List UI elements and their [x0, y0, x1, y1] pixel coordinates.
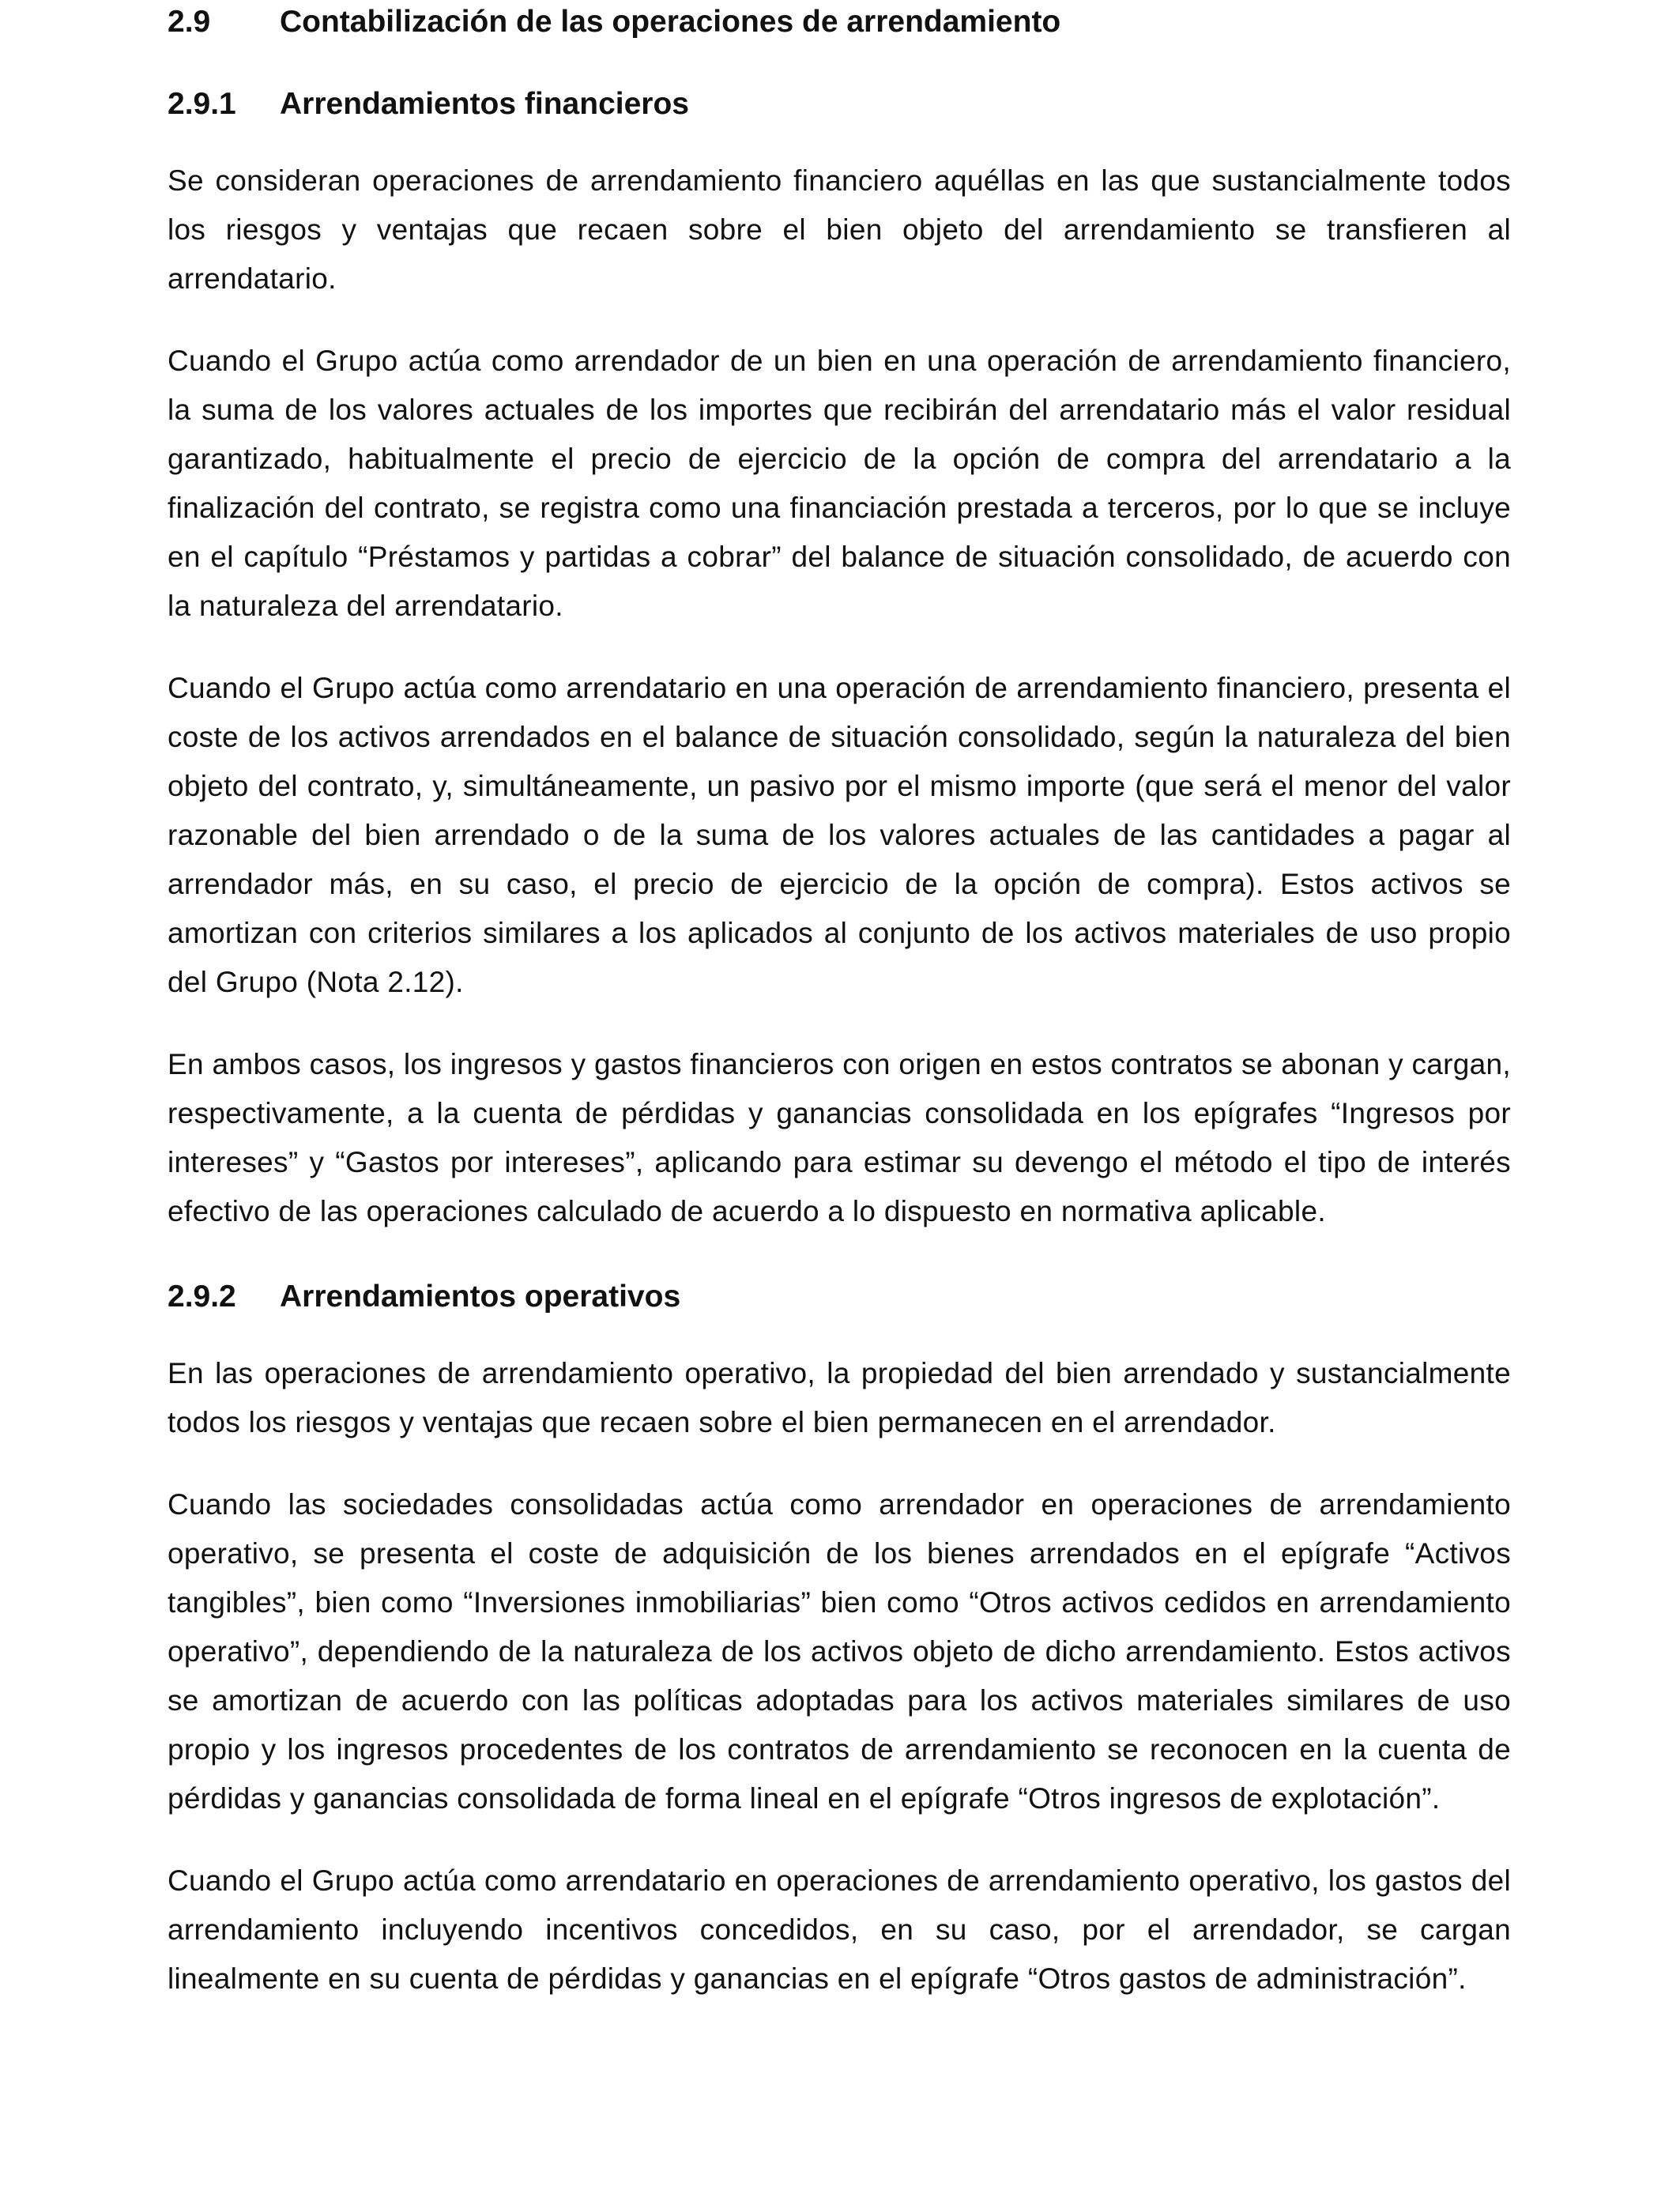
paragraph: Cuando el Grupo actúa como arrendatario en operaciones de arrendamiento operativo, los gastos del arrendamiento incluyendo incentivos concedidos, en su caso, por el arrendador, se cargan linealmente en su cuenta de pérdidas y ganancias en el epígrafe “Otros gastos de administración”.	[168, 1864, 1511, 1995]
paragraph: En las operaciones de arrendamiento operativo, la propiedad del bien arrendado y sustancialmente todos los riesgos y ventajas que recaen sobre el bien permanecen en el arrendador.	[168, 1357, 1511, 1438]
subsection-title: Arrendamientos financieros	[280, 87, 689, 121]
section-title: Contabilización de las operaciones de arrendamiento	[280, 5, 1061, 39]
subsection-title: Arrendamientos operativos	[280, 1280, 681, 1314]
paragraph: Cuando las sociedades consolidadas actúa como arrendador en operaciones de arrendamiento operativo, se presenta el coste de adquisición de los bienes arrendados en el epígrafe “Activos tangibles”, bien como “Inversiones inmobiliarias” bien como “Otros activos cedidos en arrendamiento operativo”, dependiendo de la naturaleza de los activos objeto de dicho arrendamiento. Estos activos se amortizan de acuerdo con las políticas adoptadas para los activos materiales similares de uso propio y los ingresos procedentes de los contratos de arrendamiento se reconocen en la cuenta de pérdidas y ganancias consolidada de forma lineal en el epígrafe “Otros ingresos de explotación”.	[168, 1488, 1511, 1815]
section-heading	[168, 2, 1511, 42]
paragraph: Se consideran operaciones de arrendamiento financiero aquéllas en las que sustancialmente todos los riesgos y ventajas que recaen sobre el bien objeto del arrendamiento se transfieren al arrendatario.	[168, 164, 1511, 295]
subsection-number: 2.9.2	[168, 1280, 236, 1314]
document-page	[168, 0, 1511, 2004]
subsection-heading-financieros	[168, 85, 1511, 124]
paragraph: Cuando el Grupo actúa como arrendador de un bien en una operación de arrendamiento financiero, la suma de los valores actuales de los importes que recibirán del arrendatario más el valor residual garantizado, habitualmente el precio de ejercicio de la opción de compra del arrendatario a la finalización del contrato, se registra como una financiación prestada a terceros, por lo que se incluye en el capítulo “Préstamos y partidas a cobrar” del balance de situación consolidado, de acuerdo con la naturaleza del arrendatario.	[168, 345, 1511, 622]
subsection-heading-operativos	[168, 1277, 1511, 1317]
subsection-number: 2.9.1	[168, 87, 236, 121]
paragraph: En ambos casos, los ingresos y gastos financieros con origen en estos contratos se abonan y cargan, respectivamente, a la cuenta de pérdidas y ganancias consolidada en los epígrafes “Ingresos por intereses” y “Gastos por intereses”, aplicando para estimar su devengo el método el tipo de interés efectivo de las operaciones calculado de acuerdo a lo dispuesto en normativa aplicable.	[168, 1048, 1511, 1227]
paragraph: Cuando el Grupo actúa como arrendatario en una operación de arrendamiento financiero, presenta el coste de los activos arrendados en el balance de situación consolidado, según la naturaleza del bien objeto del contrato, y, simultáneamente, un pasivo por el mismo importe (que será el menor del valor razonable del bien arrendado o de la suma de los valores actuales de las cantidades a pagar al arrendador más, en su caso, el precio de ejercicio de la opción de compra). Estos activos se amortizan con criterios similares a los aplicados al conjunto de los activos materiales de uso propio del Grupo (Nota 2.12).	[168, 672, 1511, 998]
section-number: 2.9	[168, 5, 211, 39]
